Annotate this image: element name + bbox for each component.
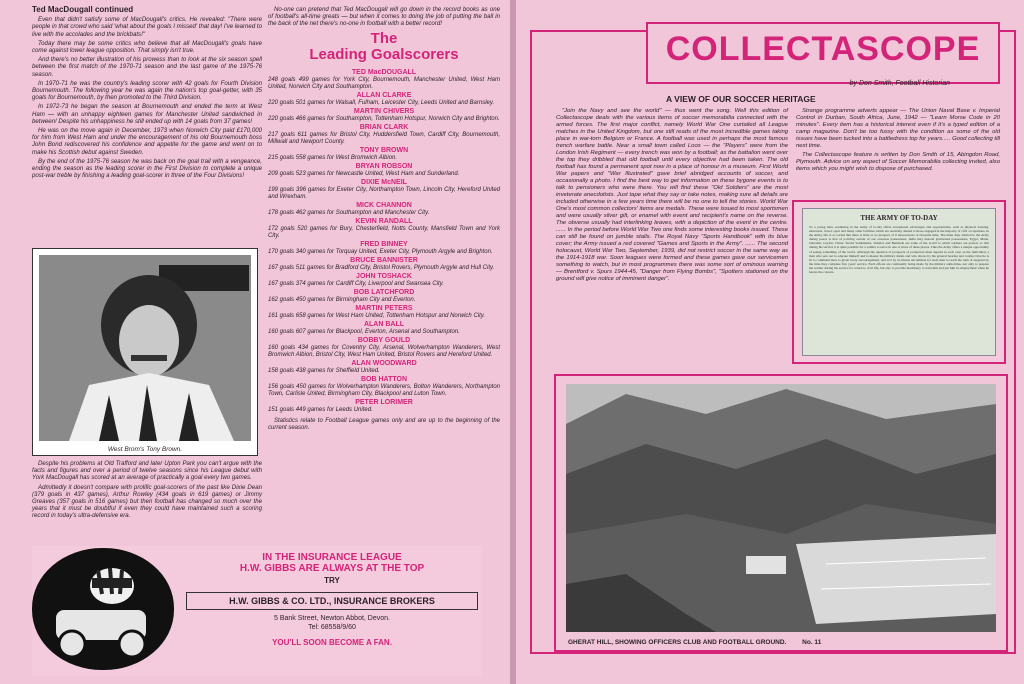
goalscorer-record: 162 goals 450 games for Birmingham City and Everton. — [268, 296, 416, 303]
goalscorer-name: BRUCE BANNISTER — [350, 256, 418, 264]
goalscorer-name: BRIAN CLARK — [359, 123, 409, 131]
collectascope-column-1 — [556, 108, 788, 285]
goalscorer-record: 160 goals 607 games for Blackpool, Everton, Arsenal and Southampton. — [268, 328, 460, 335]
article-column-1-bottom — [32, 460, 262, 522]
goalscorer-name: PETER LORIMER — [355, 398, 413, 406]
advert-slogan: YOU'LL SOON BECOME A FAN. — [272, 638, 392, 647]
paragraph: "Join the Navy and see the world" — thus went the song. Well this edition of Collectascope deals with the various items of soccer memorabilia connected with the armed forces. The first major conflict, namely World War One curtailed all League matches in the United Kingdom, but one still reads of the most incredible games taking place in war-torn Belgium or France. A football was used in perhaps the most famous trench warfare battle. Near a small town called Loos — the "Players" were from the London Irish Regiment — every trench was won by a football; as the battalion went over the top they dribbled that old football until every objective had been taken. The old football has found a permanent spot now in a place of honour in a museum. First World War papers and "War Illustrated" gave brief abridged accounts of soccer, and occasionally a photo. I find the best way to get information on these bygone events is to talk to pensioners who were there. You will find these "Old Soldiers" are the most inveterate anecdotists. Just tape what they say or take notes, making sure all details are included otherwise in a few years time there will be no one to tell the stories. World War One's most common collectors' items are medals. These were issued to most sportsmen and were usually silver gilt, or enamel with event and recipient's name on the reverse. The obverse usually had interlinking leaves, with a depiction of the event in the centre. ...... In the period before World War Two one finds some interesting books issued. These can still be found on jumble stalls. The Royal Navy "Sports Handbook" with its blue cover; the Army issued a red covered "Games and Sports in the Army". ...... The second holocaust, World War Two, September, 1939, did not restrict soccer in the same way as the 1914-1918 war. Soon leagues were formed and these games gave our servicemen something to watch, but in most programmes there was some sort of ominous warning — Brentford v. Spurs 1944-45, "Danger from Flying Bombs", "Spotters stationed on the ground will give notice of imminent danger". — [556, 108, 788, 282]
article-subtitle: A VIEW OF OUR SOCCER HERITAGE — [666, 94, 816, 104]
article-column-1 — [32, 6, 262, 181]
goalscorer-name: MARTIN PETERS — [355, 304, 413, 312]
advert-line-1: IN THE INSURANCE LEAGUE — [262, 552, 402, 563]
goalscorer-name: KEVIN RANDALL — [355, 217, 413, 225]
goalscorer-record: 160 goals 434 games for Coventry City, Arsenal, Wolverhampton Wanderers, West Bromwich Albion, Bristol City, West Ham United, Bristol Rovers and Hereford United. — [268, 344, 500, 358]
army-clipping-inner — [802, 208, 996, 356]
hillside-illustration — [566, 384, 996, 632]
insurance-advert — [32, 546, 482, 676]
goalscorer-record: 151 goals 449 games for Leeds United. — [268, 406, 373, 413]
photo-caption-text: GHERAT HILL, SHOWING OFFICERS CLUB AND FOOTBALL GROUND. — [568, 639, 787, 646]
paragraph: Despite his problems at Old Trafford and later Upton Park you can't argue with the facts and figures and over a period of twelve seasons since his League debut with York MacDougall has scored at an average of practically a goal every two games. — [32, 460, 262, 482]
advert-phone: Tel: 68558/9/60 — [308, 624, 356, 631]
advert-headline — [182, 552, 482, 574]
photo-caption — [568, 639, 821, 646]
goalscorer-record: 220 goals 466 games for Southampton, Tottenham Hotspur, Norwich City and Brighton. — [268, 115, 500, 122]
paragraph: Admittedly it doesn't compare with prolific goal-scorers of the past like Dixie Dean (379 goals in 437 games), Arthur Rowley (434 goals in 619 games) or Jimmy Greaves (357 goals in 516 games) but then football has changed so much over the years that it must be doubtful if even they could have maintained such a scoring record in today's ultra-defensive era. — [32, 483, 262, 520]
paragraph: Today there may be some critics who believe that all MacDougall's goals have come against lower league opposition. That simply isn't true. — [32, 39, 262, 55]
goalscorer-name: ALLAN CLARKE — [356, 91, 412, 99]
goalscorer-record: 217 goals 611 games for Bristol City, Huddersfield Town, Cardiff City, Bournemouth, Millwall and Newport County. — [268, 131, 500, 145]
photo-number: No. 11 — [802, 639, 822, 646]
paragraph: The Collectascope feature is written by Don Smith of 15, Abingdon Road, Plymouth. Advice on any aspect of Soccer Memorabilia collecting invited, also items which you might wish to dispose of purchased. — [796, 152, 1000, 172]
goalscorer-record: 161 goals 658 games for West Ham United, Tottenham Hotspur and Norwich City. — [268, 312, 485, 319]
goalscorer-name: JOHN TOSHACK — [356, 272, 412, 280]
advert-logo — [32, 548, 174, 670]
advert-try: TRY — [324, 576, 340, 585]
army-clipping — [792, 200, 1006, 364]
right-page — [516, 0, 1024, 684]
tony-brown-photo — [32, 248, 258, 456]
paragraph: By the end of the 1975-76 season he was back on the goal trail with a vengeance, ending the season as the leading scorer in the First Division to complete a unique post-war treble by finishing a leading goal-scorer in three of the Four Divisions! — [32, 157, 262, 180]
goalscorers-title-line1: The — [370, 29, 398, 47]
goalscorer-record: 248 goals 499 games for York City, Bournemouth, Manchester United, West Ham United, Norwich City and Southampton. — [268, 76, 500, 90]
paragraph: He was on the move again in December, 1973 when Norwich City paid £170,000 for him from West Ham and under the encouragement of his old Bournemouth boss John Bond rediscovered his confidence and appetite for the game and went on to make his Scottish debut against Sweden. — [32, 127, 262, 156]
goalscorer-name: BRYAN ROBSON — [355, 162, 413, 170]
goalscorer-name: ALAN BALL — [363, 320, 405, 328]
goalscorer-record: 167 goals 374 games for Cardiff City, Liverpool and Swansea City. — [268, 280, 444, 287]
intro-paragraph: No-one can pretend that Ted MacDougall will go down in the record books as one of football's all-time greats — but when it comes to doing the job of putting the ball in the back of the net there's no-one in football with a better record! — [268, 6, 500, 28]
goalscorer-name: BOB LATCHFORD — [353, 288, 415, 296]
advert-company: H.W. GIBBS & CO. LTD., INSURANCE BROKERS — [186, 592, 478, 610]
advert-line-2: H.W. GIBBS ARE ALWAYS AT THE TOP — [239, 563, 425, 574]
goalscorer-record: 167 goals 511 games for Bradford City, Bristol Rovers, Plymouth Argyle and Hull City. — [268, 264, 495, 271]
photo-image — [39, 255, 251, 441]
goalscorer-name: TED MacDOUGALL — [351, 68, 417, 76]
goalscorer-record: 158 goals 438 games for Sheffield United. — [268, 367, 380, 374]
goalscorer-record: 209 goals 523 games for Newcastle United, West Ham and Sunderland. — [268, 170, 460, 177]
goalscorer-record: 156 goals 450 games for Wolverhampton Wanderers, Bolton Wanderers, Northampton Town, Carlisle United, Birmingham City, Blackpool and Luton Town. — [268, 383, 500, 397]
goalscorer-record: 215 goals 558 games for West Bromwich Albion. — [268, 154, 398, 161]
goalscorer-record: 170 goals 340 games for Torquay United, Exeter City, Plymouth Argyle and Brighton. — [268, 248, 493, 255]
goalscorer-record: 199 goals 396 games for Exeter City, Northampton Town, Lincoln City, Hereford United and Wrexham. — [268, 186, 500, 200]
left-page — [0, 0, 510, 684]
goalscorer-name: DIXIE McNEIL — [361, 178, 407, 186]
goalscorer-record: 172 goals 520 games for Bury, Chesterfield, Notts County, Mansfield Town and York City. — [268, 225, 500, 239]
goalscorer-name: MICK CHANNON — [356, 201, 412, 209]
byline: by Don Smith, Football Historian — [849, 80, 950, 87]
paragraph: Strange programme adverts appear — The Union Naval Base v. Imperial Control in Durban, South Africa, June, 1942 — "Learn Morse Code in 20 minutes". Every item has a historical interest even if it's a typed edition of a camp magazine. Don't be too fussy with the condition as some of the old issues have been tucked into a battledress top for years..... Good collecting till next time. — [796, 108, 1000, 149]
goalscorer-name: TONY BROWN — [359, 146, 409, 154]
car-cartoon-icon — [32, 548, 174, 670]
goalscorer-name: MARTIN CHIVERS — [353, 107, 415, 115]
gherat-hill-photo — [566, 384, 996, 632]
advert-address — [182, 614, 482, 632]
article-column-2 — [268, 6, 500, 434]
goalscorer-record: 178 goals 462 games for Southampton and Manchester City. — [268, 209, 430, 216]
goalscorer-name: BOBBY GOULD — [357, 336, 411, 344]
army-title: THE ARMY OF TO-DAY — [860, 214, 938, 222]
logo-text: COLLECTASCOPE — [665, 30, 981, 68]
goalscorers-list — [268, 69, 500, 414]
goalscorers-title-line2: Leading Goalscorers — [309, 45, 459, 63]
advert-address-line: 5 Bank Street, Newton Abbot, Devon. — [274, 615, 390, 622]
statistics-note: Statistics relate to Football League games only and are up to the beginning of the current season. — [268, 417, 500, 431]
continued-heading: Ted MacDougall continued — [32, 5, 134, 14]
goalscorer-name: FRED BINNEY — [360, 240, 408, 248]
army-text: To a young man, soldiering in the Army of to-day offers exceptional advantages and opportunities, such as physical training, education, travel, sport and many other facilities which are normally denied to those engaged in the majority of civil occupations. In the Army, life is so varied that there is little or no prospect of it monotonous or tiresome time. The main duty allotted to the Army during peace is that of policing certain of our overseas possessions. India may instead garrisoned possessions, Egypt, Malta, Gibraltar, Ceylon, China. Straits Settlements, Jamaica and Bermuda are some of the world to which soldiers are posted, so that during his service it is quite possible for a soldier to serve in one or more of these places. Thus the Army offers a unique opportunity of seeing something of the world. Although the question of prospects of promotion must depend in each case on the individual, a man who sets out to educate himself and to master his military duties and who shows by his general bearing and conduct that he is fit to command men, is given every encouragement, and it is by no means uncommon for such men to reach the rank of sergeant by the time they complete five years' service. Each efforts are continually being made by the military authorities, not only to prepare the soldier during his service for return to civil life, but also to provide machinery to train him and put him in employment when he leaves the colours. — [809, 225, 989, 275]
paragraph: Even that didn't satisfy some of MacDougall's critics. He revealed: "There were people in that crowd who said 'what about the goals I missed' that day! I've learned to live with the accolades and the brickbats!" — [32, 16, 262, 38]
gherat-hill-photo-frame — [554, 374, 1008, 652]
photo-caption: West Brom's Tony Brown. — [107, 446, 183, 453]
goalscorer-name: ALAN WOODWARD — [351, 359, 417, 367]
collectascope-logo — [646, 22, 1000, 84]
goalscorer-record: 220 goals 501 games for Walsall, Fulham, Leicester City, Leeds United and Barnsley. — [268, 99, 495, 106]
portrait-illustration — [39, 255, 251, 441]
collectascope-column-2 — [796, 108, 1000, 175]
goalscorer-name: BOB HATTON — [360, 375, 408, 383]
paragraph: In 1970-71 he was the country's leading scorer with 42 goals for Fourth Division Bournemouth. The following year he was again the nation's top goal-getter, with 35 goals for Bournemouth, by then promoted to the Third Division. — [32, 79, 262, 102]
goalscorers-title — [268, 31, 500, 63]
paragraph: In 1972-73 he began the season at Bournemouth and ended the term at West Ham — with an unhappy eighteen games for Manchester United sandwiched in between! Despite his unhappiness he still ended up with 14 goals from 37 games! — [32, 103, 262, 125]
paragraph: And there's no better illustration of his prowess than to look at the six season spell between the first match of the 1970-71 season and the last game of the 1975-76 season. — [32, 56, 262, 78]
